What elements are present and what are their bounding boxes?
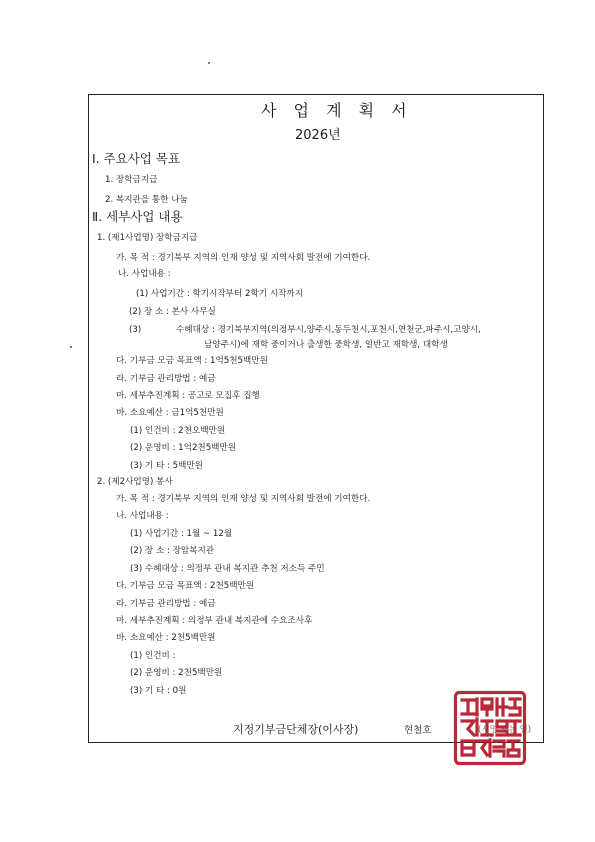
business1-operation: (2) 운영비 : 1억2천5백만원 <box>130 443 237 453</box>
signature-seal-note: (서명 또는 인) <box>478 725 532 735</box>
business1-purpose: 가. 목 적 : 경기북부 지역의 인재 양성 및 지역사회 발전에 기여한다. <box>116 253 371 263</box>
business1-plan: 마. 세부추진계획 : 공고로 모집후 집행 <box>116 391 260 401</box>
business1-budget: 바. 소요예산 : 금1억5천만원 <box>116 408 224 418</box>
business1-management: 라. 기부금 관리방법 : 예금 <box>116 374 216 384</box>
section2-heading: Ⅱ. 세부사업 내용 <box>92 209 183 224</box>
business2-target: (3) 수혜대상 : 의정부 관내 복지관 추천 저소득 주민 <box>130 564 325 574</box>
business2-budget: 바. 소요예산 : 2천5백만원 <box>116 633 216 643</box>
business1-heading: 1. (제1사업명) 장학금지급 <box>97 233 198 243</box>
business2-purpose: 가. 목 적 : 경기북부 지역의 인재 양성 및 지역사회 발전에 기여한다. <box>116 494 371 504</box>
goal-item-1: 1. 장학금지급 <box>105 175 158 185</box>
business1-target-number: (3) <box>129 325 142 335</box>
business2-labor: (1) 인건비 : <box>130 651 176 661</box>
business1-goal: 다. 기부금 모금 목표액 : 1억5천5백만원 <box>116 356 268 366</box>
signature-name: 현철호 <box>404 725 432 736</box>
business1-labor: (1) 인건비 : 2천오백만원 <box>130 426 226 436</box>
signature-org: 지정기부금단체장(이사장) <box>233 723 359 736</box>
business1-etc: (3) 기 타 : 5백만원 <box>130 461 203 471</box>
business1-target-line2: 남양주시)에 재학 중이거나 출생한 중학생, 일반고 재학생, 대학생 <box>204 340 448 350</box>
business1-target-line1: 수혜대상 : 경기북부지역(의정부시,양주시,동두천시,포천시,연천군,파주시,고양시, <box>176 325 481 335</box>
business2-etc: (3) 기 타 : 0원 <box>130 686 187 696</box>
section1-heading: Ⅰ. 주요사업 목표 <box>92 151 181 166</box>
scan-speck <box>70 346 72 348</box>
business2-goal: 다. 기부금 모금 목표액 : 2천5백만원 <box>116 581 255 591</box>
goal-item-2: 2. 복지관을 통한 나눔 <box>105 195 188 205</box>
business2-period: (1) 사업기간 : 1월 ~ 12월 <box>130 529 233 539</box>
document-title: 사 업 계 획 서 <box>261 101 413 120</box>
business2-operation: (2) 운영비 : 2천5백만원 <box>130 668 223 678</box>
business2-content-label: 나. 사업내용 : <box>116 511 169 521</box>
document-year: 2026년 <box>295 128 341 143</box>
business1-place: (2) 장 소 : 본사 사무실 <box>129 307 216 317</box>
business2-heading: 2. (제2사업명) 봉사 <box>97 477 173 487</box>
business2-management: 라. 기부금 관리방법 : 예금 <box>116 599 216 609</box>
organization-seal <box>453 690 527 766</box>
business2-place: (2) 장 소 : 장암복지관 <box>130 546 215 556</box>
business2-plan: 마. 세부추진계획 : 의정부 관내 복지관에 수요조사후 <box>116 616 313 626</box>
business1-period: (1) 사업기간 : 학기시작부터 2학기 시작까지 <box>136 289 304 299</box>
scan-speck <box>208 62 210 64</box>
business1-content-label: 나. 사업내용 : <box>118 269 171 279</box>
